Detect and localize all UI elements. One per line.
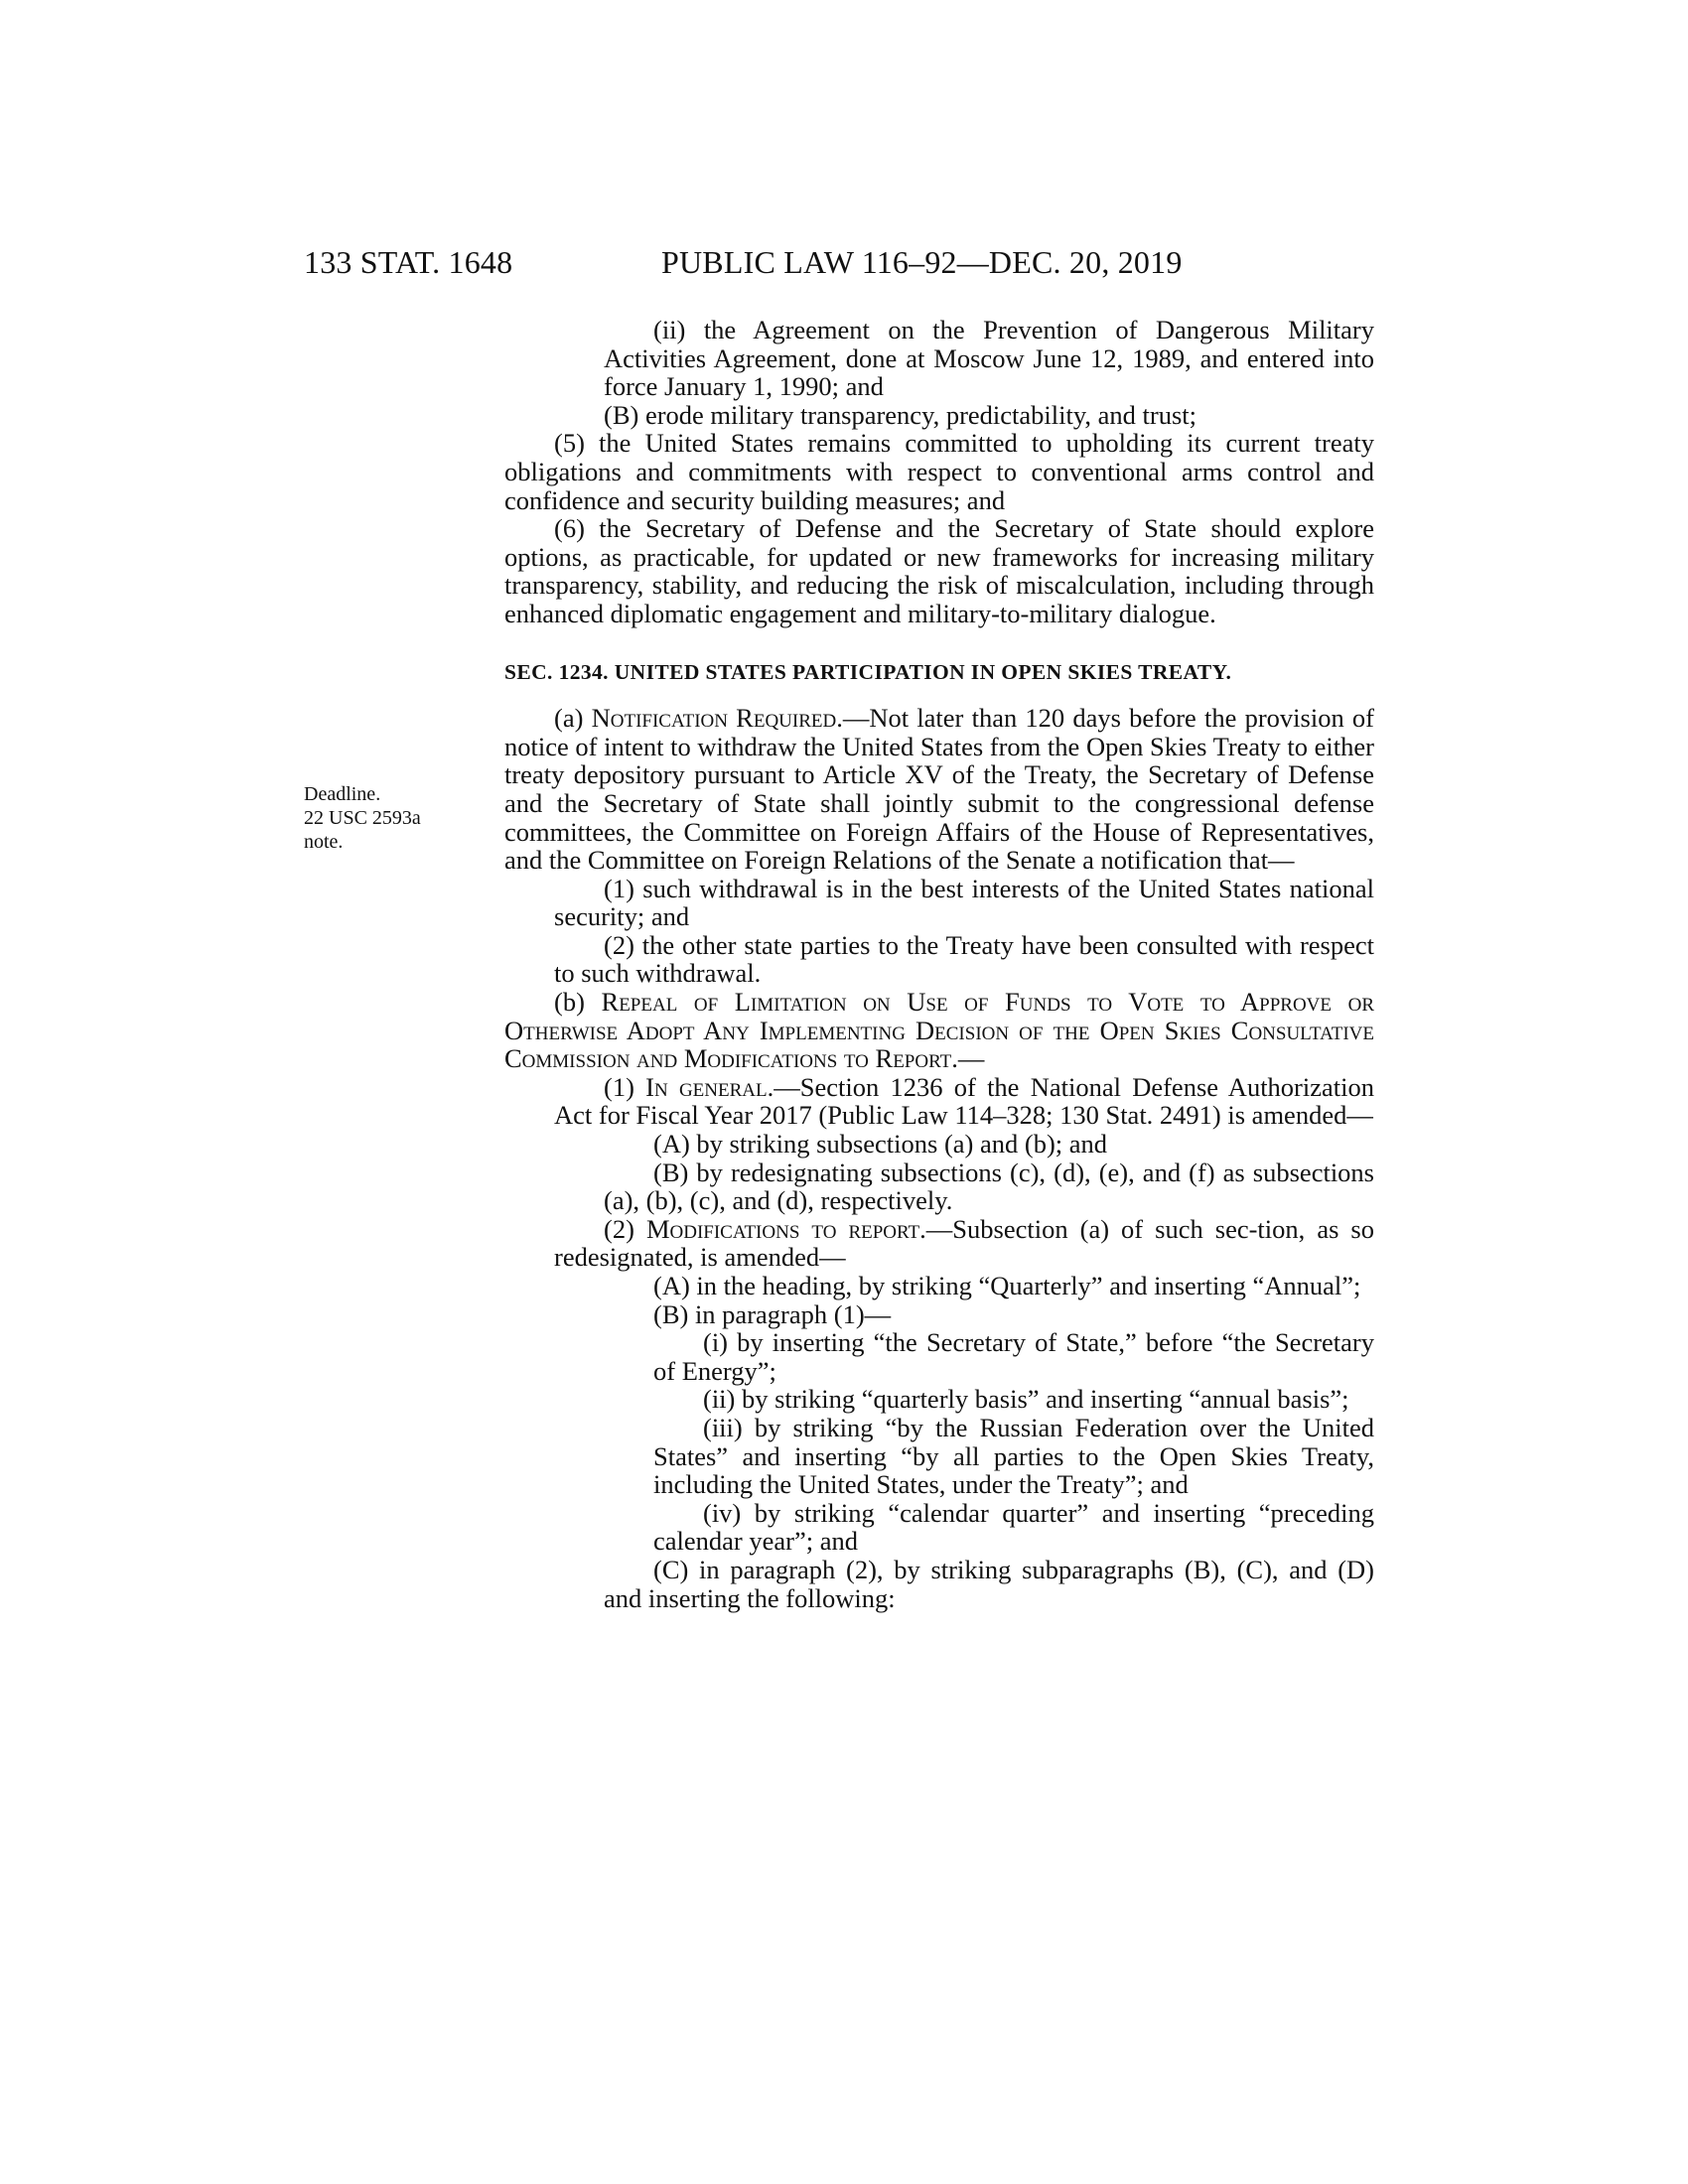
b2-B-clause-iii: (iii) by striking “by the Russian Federation over the United States” and inserting “by all parties to the Open Skies Treaty, including the United States, under the Treaty”; and xyxy=(653,1412,1374,1500)
b2-B-clause-iv: (iv) by striking “calendar quarter” and inserting “preceding calendar year”; and xyxy=(653,1497,1374,1557)
subsection-b xyxy=(504,988,1374,1073)
subsection-a-para-1: (1) such withdrawal is in the best interests of the United States national security; and xyxy=(554,873,1374,932)
subsection-a-body: —Not later than 120 days before the provision of notice of intent to withdraw the United States from the Open Skies Treaty to either treaty depository pursuant to Article XV of the Treaty, the Secretary of Defense and the Secretary of State shall jointly submit to the congressional defense committees, the Committee on Foreign Affairs of the House of Representatives, and the Committee on Foreign Relations of the Senate a notification that— xyxy=(504,703,1374,876)
clause-ii-agreement: (ii) the Agreement on the Prevention of Dangerous Military Activities Agreement, done at Moscow June 12, 1989, and entered into force January 1, 1990; and xyxy=(604,315,1374,402)
subsection-a xyxy=(504,704,1374,875)
subsection-b-para-1 xyxy=(504,1073,1374,1130)
subsection-b-lead: (b) xyxy=(554,987,602,1018)
b2-subpara-C: (C) in paragraph (2), by striking subparagraphs (B), (C), and (D) and inserting the following: xyxy=(604,1554,1374,1613)
b2-subpara-B: (B) in paragraph (1)— xyxy=(653,1298,892,1329)
margin-note xyxy=(304,782,421,854)
margin-note-deadline: Deadline. xyxy=(304,783,381,805)
b1-heading: In general. xyxy=(645,1071,774,1102)
statute-body xyxy=(504,316,1374,1612)
b1-lead: (1) xyxy=(604,1071,646,1102)
margin-note-usc: 22 USC 2593a xyxy=(304,807,421,829)
b2-body: —Subsection (a) of such sec-tion, as so redesignated, is amended— xyxy=(554,1213,1374,1273)
b2-lead: (2) xyxy=(604,1213,646,1244)
section-title: SEC. 1234. UNITED STATES PARTICIPATION IN OPEN SKIES TREATY. xyxy=(504,659,1232,684)
subsection-a-lead: (a) xyxy=(554,703,592,734)
para-6: (6) the Secretary of Defense and the Secretary of State should explore options, as practicable, for updated or new frameworks for increasing military transparency, stability, and reducing the risk of miscalculation, including through enhanced diplomatic engagement and military-to-military dialogue. xyxy=(504,513,1374,628)
b1-body: —Section 1236 of the National Defense Authorization Act for Fiscal Year 2017 (Public Law 114–328; 130 Stat. 2491) is amended— xyxy=(554,1071,1374,1131)
b2-subpara-A: (A) in the heading, by striking “Quarterly” and inserting “Annual”; xyxy=(653,1271,1361,1300)
subsection-a-para-2: (2) the other state parties to the Treaty have been consulted with respect to such withdrawal. xyxy=(554,929,1374,989)
para-5: (5) the United States remains committed to upholding its current treaty obligations and commitments with respect to conventional arms control and confidence and security building measures; and xyxy=(504,428,1374,515)
subpara-B-erode: (B) erode military transparency, predictability, and trust; xyxy=(604,399,1197,430)
subsection-b-para-2 xyxy=(504,1215,1374,1272)
statute-page-number: 133 STAT. 1648 xyxy=(304,244,513,280)
b1-subpara-A: (A) by striking subsections (a) and (b); and xyxy=(653,1129,1108,1160)
subsection-b-heading: Repeal of Limitation on Use of Funds to Vote to Approve or Otherwise Adopt Any Implementing Decision of the Open Skies Consultative Commission and Modifications to Report. xyxy=(504,987,1375,1074)
subsection-b-dash: — xyxy=(957,1043,985,1074)
margin-note-note: note. xyxy=(304,831,344,853)
subsection-a-heading: Notification Required. xyxy=(591,703,843,734)
public-law-citation: PUBLIC LAW 116–92—DEC. 20, 2019 xyxy=(661,244,1183,280)
b2-B-clause-ii: (ii) by striking “quarterly basis” and inserting “annual basis”; xyxy=(703,1384,1349,1415)
b2-B-clause-i: (i) by inserting “the Secretary of State,” before “the Secretary of Energy”; xyxy=(653,1327,1374,1386)
b1-subpara-B: (B) by redesignating subsections (c), (d), (e), and (f) as subsections (a), (b), (c), and (d), respectively. xyxy=(604,1157,1374,1216)
b2-heading: Modifications to report. xyxy=(645,1213,926,1244)
